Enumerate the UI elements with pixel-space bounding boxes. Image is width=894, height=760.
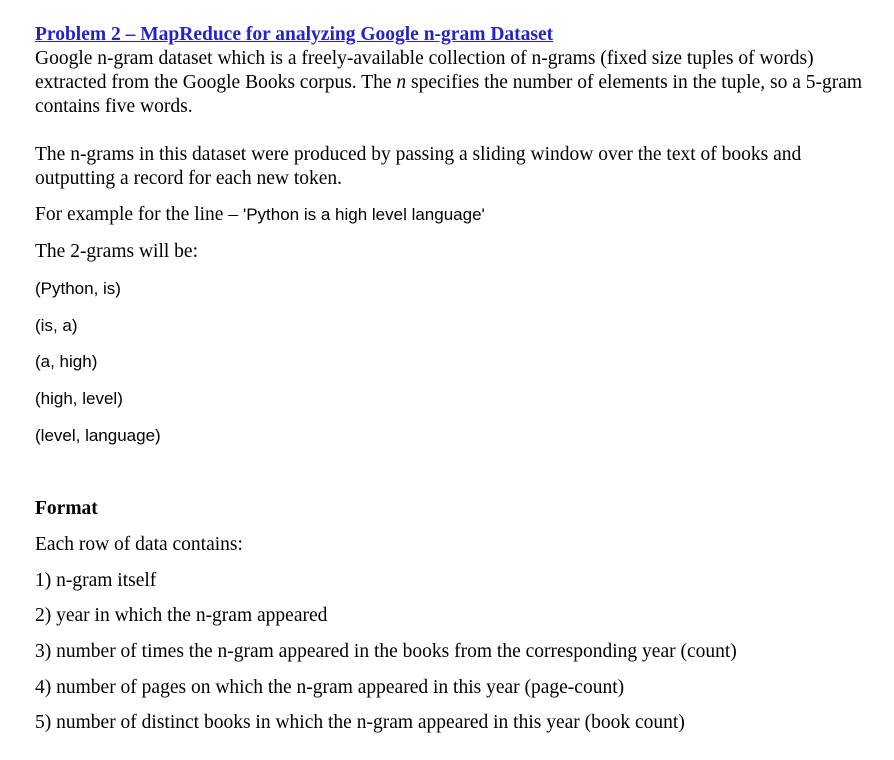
format-item: 2) year in which the n-gram appeared (35, 605, 328, 626)
two-gram-item: (is, a) (35, 316, 78, 335)
two-gram-item: (Python, is) (35, 279, 121, 298)
two-gram-item: (high, level) (35, 389, 123, 408)
format-intro: Each row of data contains: (35, 534, 243, 555)
format-item: 1) n-gram itself (35, 570, 157, 591)
sliding-window-paragraph: The n-grams in this dataset were produced by passing a sliding window over the text of books and outputting a record for each new token. (35, 144, 802, 189)
example-sentence: 'Python is a high level language' (242, 205, 485, 224)
two-gram-item: (level, language) (35, 426, 161, 445)
problem-title: Problem 2 – MapReduce for analyzing Google n-gram Dataset (35, 24, 554, 45)
intro-text: Google n-gram dataset which is a freely-available collection of n-grams (fixed size tuples of words) extracted from the Google Books corpus. The (35, 48, 814, 93)
format-item: 3) number of times the n-gram appeared in the books from the corresponding year (count) (35, 641, 737, 662)
format-heading: Format (35, 498, 98, 519)
format-item: 5) number of distinct books in which the n-gram appeared in this year (book count) (35, 712, 685, 733)
format-item: 4) number of pages on which the n-gram appeared in this year (page-count) (35, 677, 625, 698)
two-grams-label: The 2-grams will be: (35, 241, 198, 262)
two-gram-item: (a, high) (35, 352, 98, 371)
example-line (35, 204, 485, 226)
intro-italic-n: n (396, 72, 407, 93)
intro-paragraph (35, 47, 865, 119)
example-prefix: For example for the line – (35, 204, 243, 225)
intro-text-2: specifies the number of elements in the tuple, so a 5-gram contains five words. (35, 72, 863, 117)
